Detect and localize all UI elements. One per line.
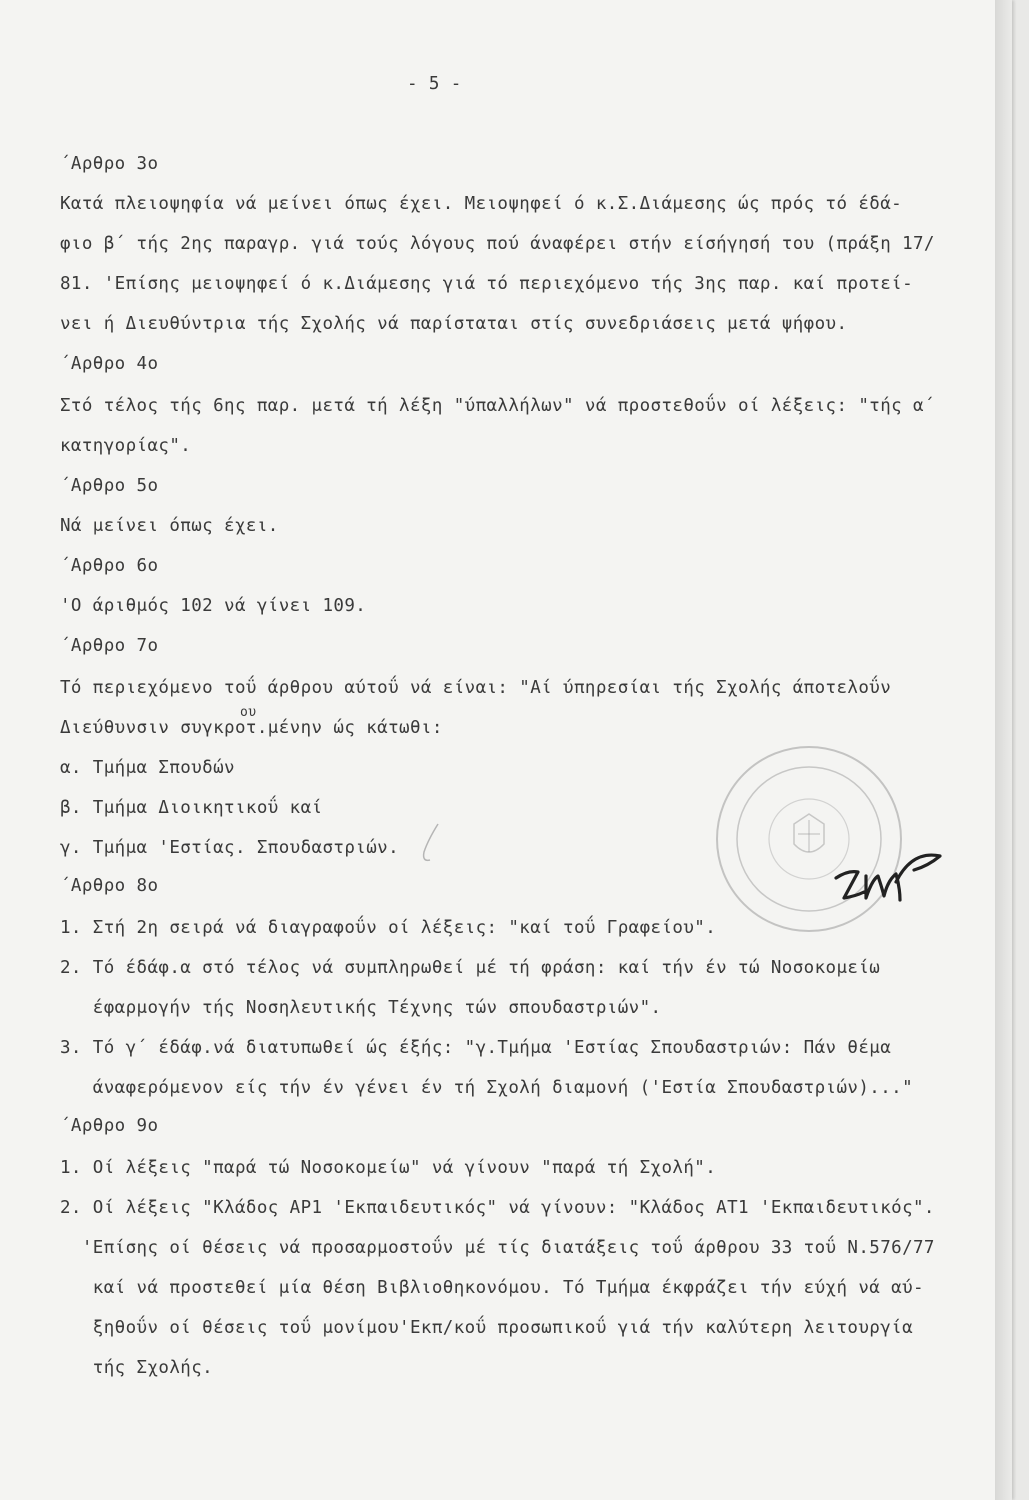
page-number: - 5 - <box>407 74 462 94</box>
article-4-text-line-1: Στό τέλος τής 6ης παρ. μετά τή λέξη "ύπαλλήλων" νά προστεθοΰν οί λέξεις: "τής α΄ <box>60 396 935 416</box>
article-4-heading: ΄Αρθρο 4ο <box>60 354 159 374</box>
article-5-text: Νά μείνει όπως έχει. <box>60 516 279 536</box>
article-7-item-c: γ. Τμήμα 'Εστίας. Σπουδαστριών. <box>60 838 400 858</box>
article-9-heading: ΄Αρθρο 9ο <box>60 1116 159 1136</box>
article-8-item-1: 1. Στή 2η σειρά νά διαγραφοΰν οί λέξεις: "καί τοΰ Γραφείου". <box>60 918 717 938</box>
article-8-item-3-line-1: 3. Τό γ΄ έδάφ.νά διατυπωθεί ώς έξής: "γ.Τμήμα 'Εστίας Σπουδαστριών: Πάν θέμα <box>60 1038 892 1058</box>
article-9-item-1: 1. Οί λέξεις "παρά τώ Νοσοκομείω" νά γίνουν "παρά τή Σχολή". <box>60 1158 717 1178</box>
article-9-item-2-line-5: τής Σχολής. <box>60 1358 214 1378</box>
article-9-item-2-line-3: καί νά προστεθεί μία θέση Βιβλιοθηκονόμου. Τό Τμήμα έκφράζει τήν εύχή νά αύ- <box>60 1278 924 1298</box>
article-3-text-line-1: Κατά πλειοψηφία νά μείνει όπως έχει. Μειοψηφεί ό κ.Σ.Διάμεσης ώς πρός τό έδά- <box>60 194 903 214</box>
page-edge <box>995 0 1012 1500</box>
article-3-text-line-2: φιο β΄ τής 2ης παραγρ. γιά τούς λόγους πού άναφέρει στήν είσήγησή του (πράξη 17/ <box>60 234 935 254</box>
article-8-item-2-line-1: 2. Τό έδάφ.α στό τέλος νά συμπληρωθεί μέ τή φράση: καί τήν έν τώ Νοσοκομείω <box>60 958 881 978</box>
article-3-heading: ΄Αρθρο 3ο <box>60 154 159 174</box>
article-4-text-line-2: κατηγορίας". <box>60 436 192 456</box>
article-3-text-line-4: νει ή Διευθύντρια τής Σχολής νά παρίσταται στίς συνεδριάσεις μετά ψήφου. <box>60 314 848 334</box>
article-3-text-line-3: 81. 'Επίσης μειοψηφεί ό κ.Διάμεσης γιά τό περιεχόμενο τής 3ης παρ. καί προτεί- <box>60 274 913 294</box>
handwritten-insertion: ου <box>240 705 257 720</box>
article-7-item-b: β. Τμήμα Διοικητικοΰ καί <box>60 798 323 818</box>
article-6-text: 'Ο άριθμός 102 νά γίνει 109. <box>60 596 367 616</box>
article-7-heading: ΄Αρθρο 7ο <box>60 636 159 656</box>
article-8-item-2-line-2: έφαρμογήν τής Νοσηλευτικής Τέχνης τών σπουδαστριών". <box>60 998 662 1018</box>
article-5-heading: ΄Αρθρο 5ο <box>60 476 159 496</box>
handwritten-signature <box>808 840 958 930</box>
article-8-heading: ΄Αρθρο 8ο <box>60 876 159 896</box>
article-6-heading: ΄Αρθρο 6ο <box>60 556 159 576</box>
article-7-item-a: α. Τμήμα Σπουδών <box>60 758 235 778</box>
article-8-item-3-line-2: άναφερόμενον είς τήν έν γένει έν τή Σχολή διαμονή ('Εστία Σπουδαστριών)..." <box>60 1078 913 1098</box>
article-9-item-2-line-2: 'Επίσης οί θέσεις νά προσαρμοστοΰν μέ τίς διατάξεις τοΰ άρθρου 33 τοΰ Ν.576/77 <box>60 1238 935 1258</box>
article-7-text-line-2: Διεύθυνσιν συγκροτ.μένην ώς κάτωθι: <box>60 718 443 738</box>
pen-mark <box>418 822 444 866</box>
article-7-text-line-1: Τό περιεχόμενο τοΰ άρθρου αύτοΰ νά είναι: "Αί ύπηρεσίαι τής Σχολής άποτελοΰν <box>60 678 892 698</box>
article-9-item-2-line-1: 2. Οί λέξεις "Κλάδος ΑΡ1 'Εκπαιδευτικός" νά γίνουν: "Κλάδος ΑΤ1 'Εκπαιδευτικός". <box>60 1198 935 1218</box>
article-9-item-2-line-4: ξηθοΰν οί θέσεις τοΰ μονίμου'Εκπ/κοΰ προσωπικοΰ γιά τήν καλύτερη λειτουργία <box>60 1318 913 1338</box>
